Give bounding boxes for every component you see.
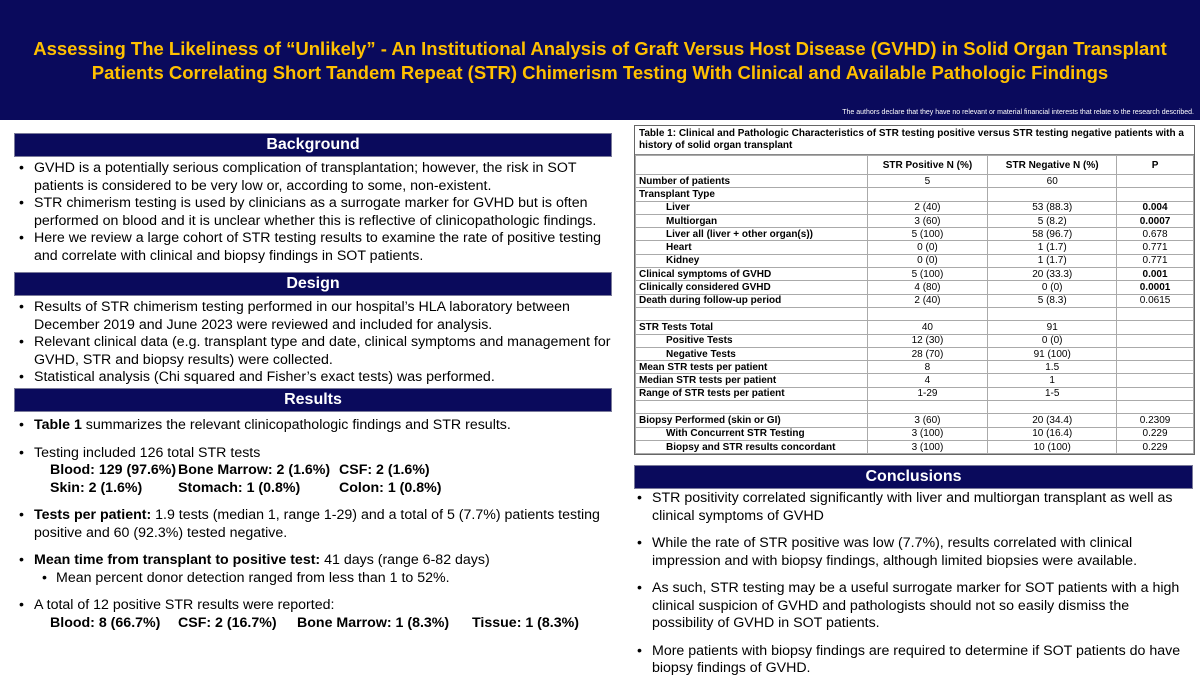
row-label: Heart (636, 241, 868, 254)
p-value-cell (1117, 188, 1194, 201)
conclusions-list (632, 490, 1187, 678)
str-positive-cell: 3 (60) (867, 214, 988, 227)
str-positive-cell (867, 401, 988, 414)
results-heading: Results (14, 388, 612, 412)
positive-bone-marrow: Bone Marrow: 1 (8.3%) (297, 614, 450, 631)
p-value-cell: 0.229 (1117, 440, 1194, 453)
p-value-cell: 0.229 (1117, 427, 1194, 440)
results-item-positive: • A total of 12 positive STR results were reported: Blood: 8 (66.7%) CSF: 2 (16.7%) Bone Marrow: 1 (8.3%) Tissue: 1 (8.3%) (14, 597, 612, 632)
design-list (14, 299, 612, 387)
row-label: Biopsy and STR results concordant (636, 440, 868, 453)
row-label: Median STR tests per patient (636, 374, 868, 387)
str-negative-cell (988, 401, 1117, 414)
background-item: • GVHD is a potentially serious complication of transplantation; however, the risk in SOT patients is considered to be very low or, according to some, non-existent. (14, 160, 612, 195)
row-label: Biopsy Performed (skin or GI) (636, 414, 868, 427)
p-value-cell: 0.004 (1117, 201, 1194, 214)
table-row (636, 228, 1194, 241)
specimen-bone-marrow: Bone Marrow: 2 (1.6%) (178, 462, 331, 478)
str-negative-cell: 58 (96.7) (988, 228, 1117, 241)
column-header (636, 156, 868, 175)
table-row (636, 427, 1194, 440)
str-negative-cell: 0 (0) (988, 334, 1117, 347)
str-positive-cell: 3 (100) (867, 440, 988, 453)
row-label: Range of STR tests per patient (636, 387, 868, 400)
poster-title (0, 37, 1200, 85)
p-value-cell: 0.771 (1117, 241, 1194, 254)
conclusion-item: • More patients with biopsy findings are required to determine if SOT patients do have biopsy findings of GVHD. (632, 643, 1187, 678)
str-negative-cell: 10 (100) (988, 440, 1117, 453)
p-value-cell (1117, 347, 1194, 360)
str-negative-cell: 1 (1.7) (988, 254, 1117, 267)
str-positive-cell: 1-29 (867, 387, 988, 400)
str-positive-cell: 4 (80) (867, 281, 988, 294)
str-negative-cell: 5 (8.3) (988, 294, 1117, 307)
str-positive-cell: 4 (867, 374, 988, 387)
table-header-row (636, 156, 1194, 175)
results-item-mean-time: • Mean time from transplant to positive test: 41 days (range 6-82 days) (14, 552, 612, 570)
positive-csf: CSF: 2 (16.7%) (178, 614, 277, 631)
str-negative-cell: 10 (16.4) (988, 427, 1117, 440)
conclusion-item: • STR positivity correlated significantly with liver and multiorgan transplant as well as clinical symptoms of GVHD (632, 490, 1187, 525)
table-row (636, 347, 1194, 360)
specimen-stomach: Stomach: 1 (0.8%) (178, 479, 301, 496)
str-negative-cell: 20 (34.4) (988, 414, 1117, 427)
column-header: STR Negative N (%) (988, 156, 1117, 175)
p-value-cell: 0.0007 (1117, 214, 1194, 227)
table-row (636, 188, 1194, 201)
p-value-cell: 0.678 (1117, 228, 1194, 241)
table-row (636, 374, 1194, 387)
p-value-cell (1117, 361, 1194, 374)
str-positive-cell: 5 (867, 175, 988, 188)
row-label: Liver all (liver + other organ(s)) (636, 228, 868, 241)
str-positive-cell: 3 (60) (867, 414, 988, 427)
table-row (636, 321, 1194, 334)
conclusion-item: • While the rate of STR positive was low (7.7%), results correlated with clinical impression and with biopsy findings, although limited biopsies were available. (632, 535, 1187, 570)
row-label: Negative Tests (636, 347, 868, 360)
table-row (636, 214, 1194, 227)
p-value-cell: 0.771 (1117, 254, 1194, 267)
row-label: With Concurrent STR Testing (636, 427, 868, 440)
row-label: Death during follow-up period (636, 294, 868, 307)
str-positive-cell: 40 (867, 321, 988, 334)
str-negative-cell: 1 (1.7) (988, 241, 1117, 254)
row-label: Positive Tests (636, 334, 868, 347)
p-value-cell (1117, 321, 1194, 334)
results-item-table-ref: • Table 1 summarizes the relevant clinicopathologic findings and STR results. (14, 417, 612, 435)
specimen-blood: Blood: 129 (97.6%) (50, 462, 177, 478)
column-header: P (1117, 156, 1194, 175)
p-value-cell: 0.0001 (1117, 281, 1194, 294)
row-label: Number of patients (636, 175, 868, 188)
row-label: Multiorgan (636, 214, 868, 227)
str-positive-cell (867, 307, 988, 320)
table-row (636, 241, 1194, 254)
str-positive-cell: 12 (30) (867, 334, 988, 347)
table-row (636, 361, 1194, 374)
table-row (636, 281, 1194, 294)
table-row (636, 387, 1194, 400)
background-item: • STR chimerism testing is used by clinicians as a surrogate marker for GVHD but is often performed on blood and it is unclear whether this is reflective of clinicopathologic findings. (14, 195, 612, 230)
str-positive-cell: 0 (0) (867, 241, 988, 254)
results-item-tests-per-patient: • Tests per patient: 1.9 tests (median 1, range 1-29) and a total of 5 (7.7%) patients testing positive and 60 (92.3%) tested negative. (14, 507, 612, 542)
title-line-1: Assessing The Likeliness of “Unlikely” - An Institutional Analysis of Graft Versus Host Disease (GVHD) in Solid Organ Transplant (33, 38, 1167, 59)
positive-tissue: Tissue: 1 (8.3%) (472, 614, 579, 631)
str-positive-cell: 2 (40) (867, 201, 988, 214)
p-value-cell: 0.0615 (1117, 294, 1194, 307)
row-label (636, 401, 868, 414)
positive-blood: Blood: 8 (66.7%) (50, 614, 161, 631)
row-label: Kidney (636, 254, 868, 267)
p-value-cell (1117, 175, 1194, 188)
str-negative-cell: 91 (988, 321, 1117, 334)
row-label: STR Tests Total (636, 321, 868, 334)
conclusions-heading: Conclusions (634, 465, 1193, 489)
p-value-cell (1117, 374, 1194, 387)
table-row (636, 307, 1194, 320)
design-item: • Relevant clinical data (e.g. transplant type and date, clinical symptoms and management for GVHD, STR and biopsy results) were collected. (14, 334, 612, 369)
str-negative-cell: 91 (100) (988, 347, 1117, 360)
table-row (636, 334, 1194, 347)
p-value-cell: 0.001 (1117, 268, 1194, 281)
row-label: Liver (636, 201, 868, 214)
str-negative-cell: 60 (988, 175, 1117, 188)
str-positive-cell: 8 (867, 361, 988, 374)
str-positive-cell: 5 (100) (867, 228, 988, 241)
p-value-cell (1117, 387, 1194, 400)
specimen-colon: Colon: 1 (0.8%) (339, 479, 442, 496)
conclusion-item: • As such, STR testing may be a useful surrogate marker for SOT patients with a high clinical suspicion of GVHD and pathologists should not so easily dismiss the possibility of GVHD in SOT patients. (632, 580, 1187, 633)
str-negative-cell: 20 (33.3) (988, 268, 1117, 281)
results-list (14, 417, 612, 632)
str-negative-cell: 53 (88.3) (988, 201, 1117, 214)
str-negative-cell (988, 307, 1117, 320)
title-line-2: Patients Correlating Short Tandem Repeat (STR) Chimerism Testing With Clinical and Available Pathologic Findings (91, 62, 1109, 83)
str-negative-cell: 1.5 (988, 361, 1117, 374)
str-negative-cell: 0 (0) (988, 281, 1117, 294)
design-heading: Design (14, 272, 612, 296)
column-header: STR Positive N (%) (867, 156, 988, 175)
str-positive-cell (867, 188, 988, 201)
str-negative-cell (988, 188, 1117, 201)
background-item: • Here we review a large cohort of STR testing results to examine the rate of positive testing and correlate with clinical and biopsy findings in SOT patients. (14, 230, 612, 265)
table-row (636, 175, 1194, 188)
table-row (636, 254, 1194, 267)
str-positive-cell: 5 (100) (867, 268, 988, 281)
row-label: Mean STR tests per patient (636, 361, 868, 374)
results-item-testing: • Testing included 126 total STR tests Blood: 129 (97.6%) Bone Marrow: 2 (1.6%) CSF: 2 (1.6%) Skin: 2 (1.6%) Stomach: 1 (0.8%) Colon: 1 (0.8%) (14, 445, 612, 498)
str-negative-cell: 1 (988, 374, 1117, 387)
table-row (636, 268, 1194, 281)
row-label: Clinically considered GVHD (636, 281, 868, 294)
poster-header (0, 0, 1200, 120)
table-caption: Table 1: Clinical and Pathologic Characteristics of STR testing positive versus STR testing negative patients with a history of solid organ transplant (635, 126, 1194, 155)
str-positive-cell: 3 (100) (867, 427, 988, 440)
disclosure-note: The authors declare that they have no relevant or material financial interests that relate to the research described. (842, 109, 1194, 116)
table-row (636, 201, 1194, 214)
table-1 (634, 125, 1195, 455)
row-label (636, 307, 868, 320)
str-negative-cell: 5 (8.2) (988, 214, 1117, 227)
characteristics-table (635, 155, 1194, 454)
specimen-skin: Skin: 2 (1.6%) (50, 479, 143, 496)
p-value-cell: 0.2309 (1117, 414, 1194, 427)
str-positive-cell: 2 (40) (867, 294, 988, 307)
background-list (14, 160, 612, 265)
specimen-csf: CSF: 2 (1.6%) (339, 462, 430, 478)
table-row (636, 440, 1194, 453)
p-value-cell (1117, 401, 1194, 414)
row-label: Transplant Type (636, 188, 868, 201)
table-row (636, 401, 1194, 414)
row-label: Clinical symptoms of GVHD (636, 268, 868, 281)
design-item: • Statistical analysis (Chi squared and Fisher’s exact tests) was performed. (14, 369, 612, 387)
design-item: • Results of STR chimerism testing performed in our hospital’s HLA laboratory between December 2019 and June 2023 were reviewed and included for analysis. (14, 299, 612, 334)
p-value-cell (1117, 334, 1194, 347)
str-positive-cell: 28 (70) (867, 347, 988, 360)
str-negative-cell: 1-5 (988, 387, 1117, 400)
str-positive-cell: 0 (0) (867, 254, 988, 267)
p-value-cell (1117, 307, 1194, 320)
background-heading: Background (14, 133, 612, 157)
table-row (636, 414, 1194, 427)
table-row (636, 294, 1194, 307)
results-item-donor-detection: • Mean percent donor detection ranged from less than 1 to 52%. (14, 570, 612, 588)
